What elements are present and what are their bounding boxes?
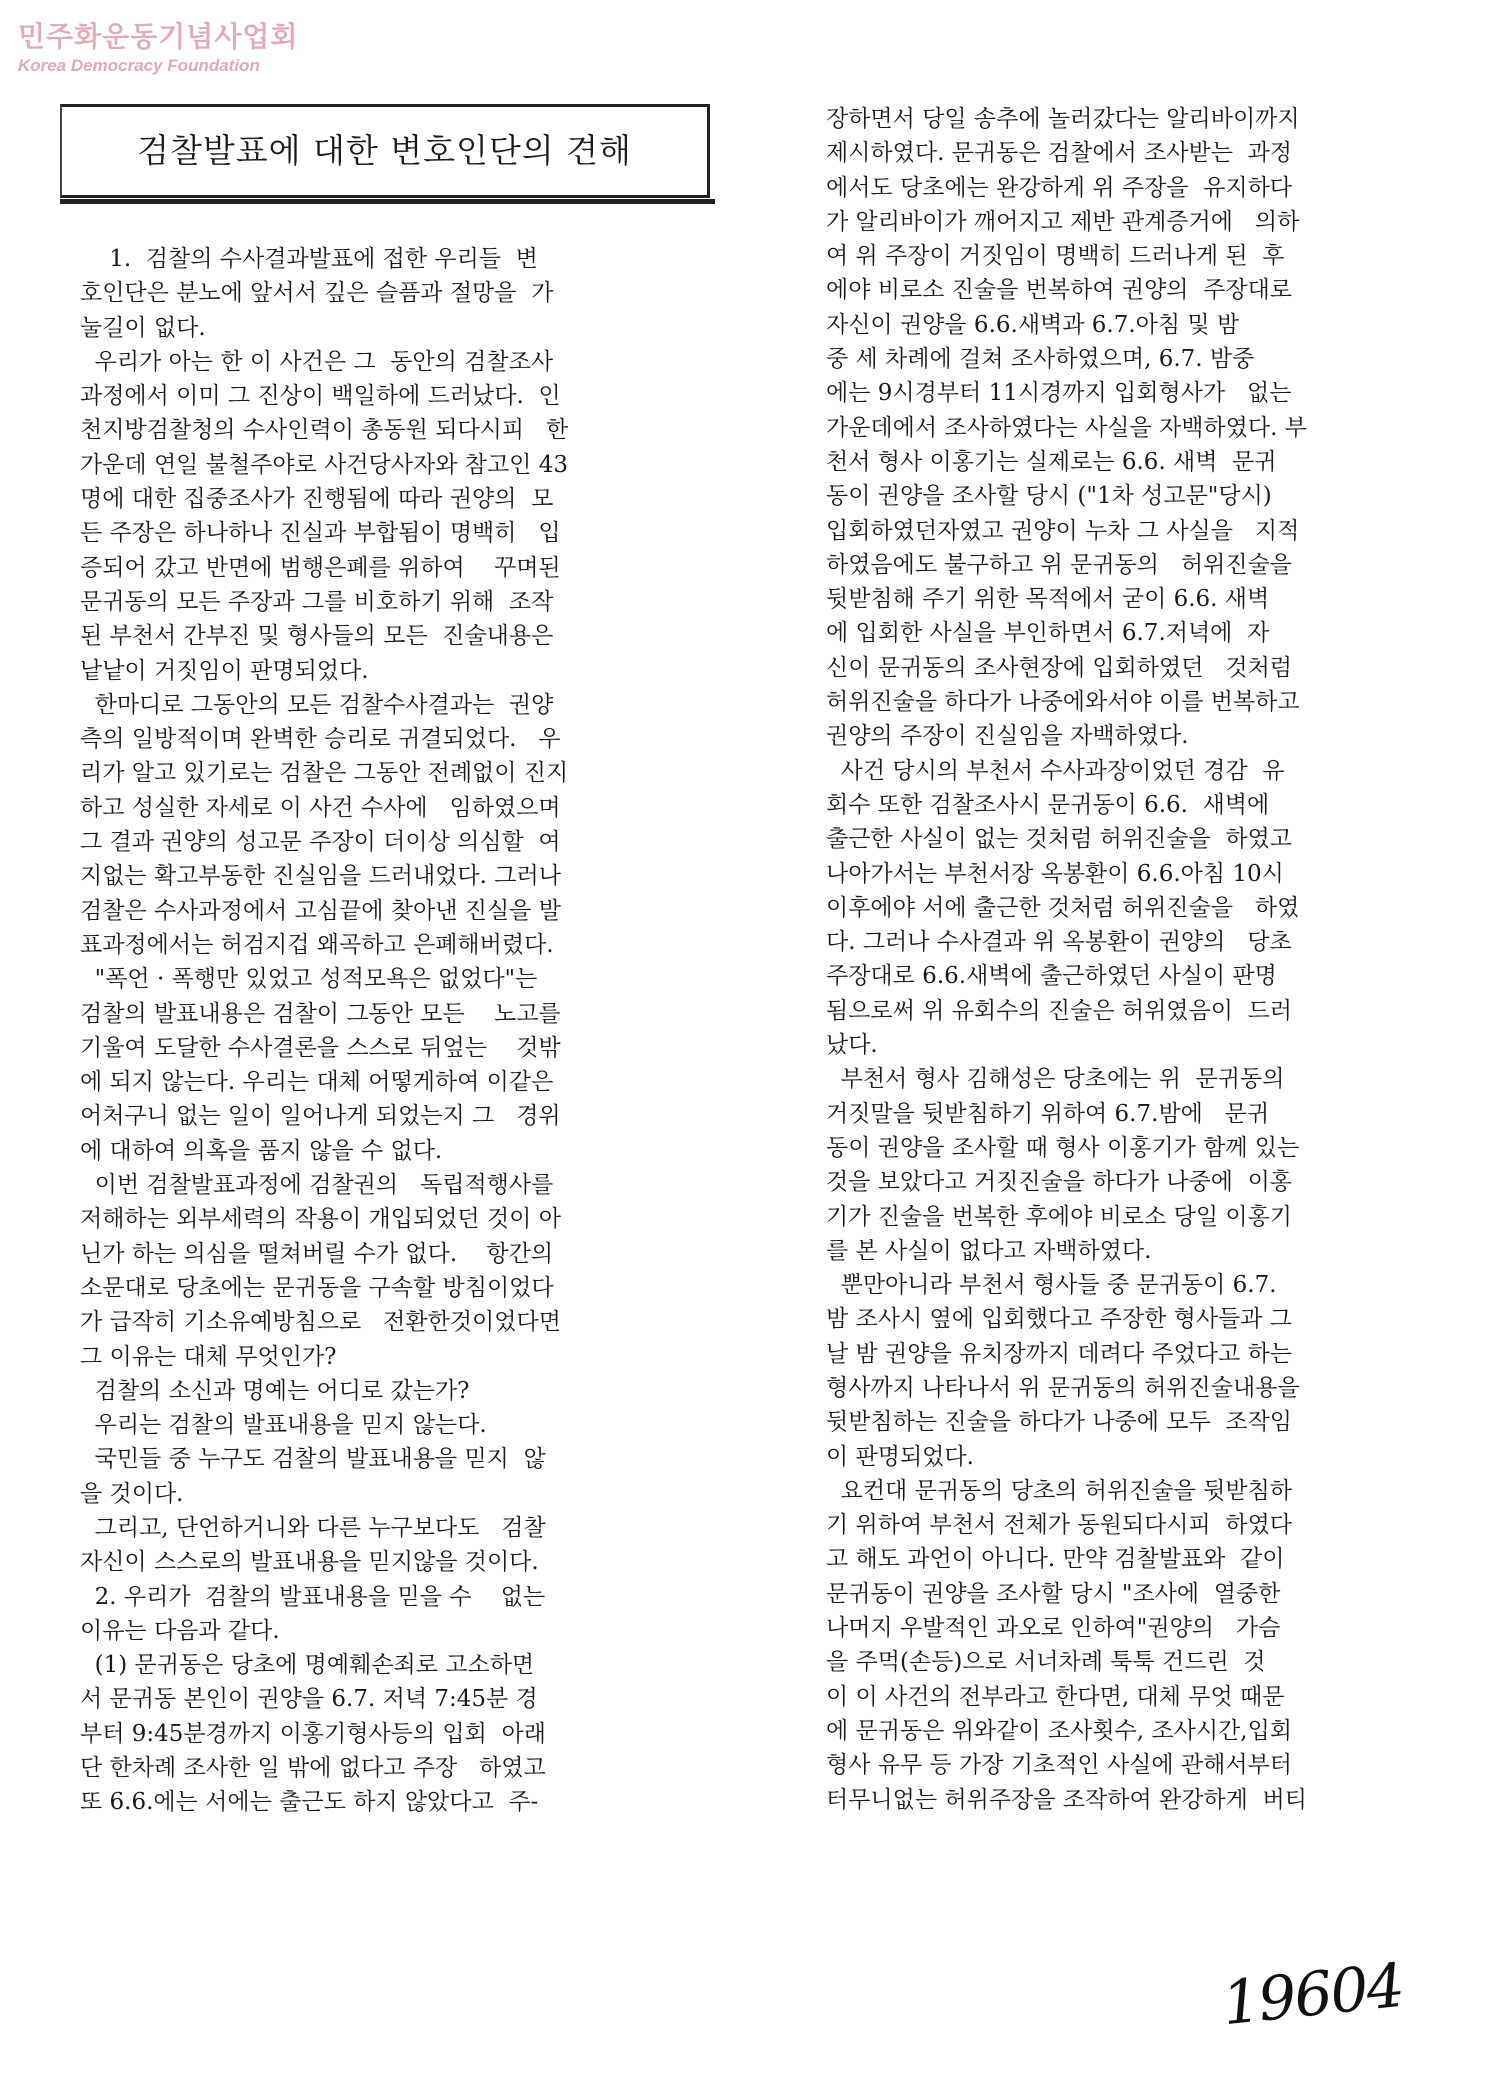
text-line: 표과정에서는 허검지겁 왜곡하고 은폐해버렸다.: [80, 931, 554, 958]
text-line: 저해하는 외부세력의 작용이 개입되었던 것이 아: [80, 1206, 561, 1233]
text-line: 문귀동이 권양을 조사할 당시 "조사에 열중한: [826, 1580, 1281, 1607]
text-line: 여 위 주장이 거짓임이 명백히 드러나게 된 후: [826, 243, 1285, 270]
text-line: 천지방검찰청의 수사인력이 총동원 되다시피 한: [80, 417, 569, 444]
text-line: 소문대로 당초에는 문귀동을 구속할 방침이었다: [80, 1274, 554, 1301]
text-line: 뒷받침해 주기 위한 목적에서 굳이 6.6. 새벽: [826, 586, 1270, 613]
text-line: 에야 비로소 진술을 번복하여 권양의 주장대로: [826, 277, 1293, 304]
text-line: 또 6.6.에는 서에는 출근도 하지 않았다고 주-: [80, 1789, 539, 1816]
text-line: 2. 우리가 검찰의 발표내용을 믿을 수 없는: [80, 1583, 546, 1610]
text-line: 명에 대한 집중조사가 진행됨에 따라 권양의 모: [80, 486, 554, 513]
text-line: 자신이 권양을 6.6.새벽과 6.7.아침 및 밤: [826, 311, 1240, 338]
text-line: 그 결과 권양의 성고문 주장이 더이상 의심할 여: [80, 829, 561, 856]
text-line: 가 급작히 기소유예방침으로 전환한것이었다면: [80, 1309, 561, 1336]
text-line: 회수 또한 검찰조사시 문귀동이 6.6. 새벽에: [826, 791, 1270, 818]
text-line: 제시하였다. 문귀동은 검찰에서 조사받는 과정: [826, 140, 1293, 167]
text-line: 출근한 사실이 없는 것처럼 허위진술을 하였고: [826, 826, 1293, 853]
text-line: 기 위하여 부천서 전체가 동원되다시피 하였다: [826, 1512, 1293, 1539]
text-line: 이유는 다음과 같다.: [80, 1617, 280, 1644]
text-line: 문귀동의 모든 주장과 그를 비호하기 위해 조작: [80, 588, 554, 615]
text-line: 을 주먹(손등)으로 서너차례 툭툭 건드린 것: [826, 1649, 1266, 1676]
text-line: 가운데 연일 불철주야로 사건당사자와 참고인 43: [80, 451, 568, 478]
text-line: 이후에야 서에 출근한 것처럼 허위진술을 하였: [826, 894, 1300, 921]
text-line: 이 판명되었다.: [826, 1443, 974, 1470]
text-line: 어처구니 없는 일이 일어나게 되었는지 그 경위: [80, 1103, 561, 1130]
text-line: 이 이 사건의 전부라고 한다면, 대체 무엇 때문: [826, 1683, 1285, 1710]
watermark-korean: 민주화운동기념사업회: [18, 20, 299, 53]
text-line: 부천서 형사 김해성은 당초에는 위 문귀동의: [826, 1066, 1285, 1093]
text-line: 부터 9:45분경까지 이홍기형사등의 입회 아래: [80, 1720, 546, 1747]
text-line: 지없는 확고부동한 진실임을 드러내었다. 그러나: [80, 863, 561, 890]
text-line: 그 이유는 대체 무엇인가?: [80, 1343, 337, 1370]
text-line: 한마디로 그동안의 모든 검찰수사결과는 권양: [80, 691, 554, 718]
text-line: 을 것이다.: [80, 1480, 184, 1507]
text-line: 낱낱이 거짓임이 판명되었다.: [80, 657, 369, 684]
text-line: 검찰의 소신과 명예는 어디로 갔는가?: [80, 1377, 470, 1404]
text-line: 나아가서는 부천서장 옥봉환이 6.6.아침 10시: [826, 860, 1284, 887]
text-line: 기울여 도달한 수사결론을 스스로 뒤엎는 것밖: [80, 1034, 561, 1061]
text-line: 눌길이 없다.: [80, 314, 206, 341]
text-line: 나머지 우발적인 과오로 인하여"권양의 가슴: [826, 1615, 1281, 1642]
text-line: 에서도 당초에는 완강하게 위 주장을 유지하다: [826, 174, 1293, 201]
text-line: 허위진술을 하다가 나중에와서야 이를 번복하고: [826, 689, 1300, 716]
text-line: 호인단은 분노에 앞서서 깊은 슬픔과 절망을 가: [80, 280, 554, 307]
text-line: 터무니없는 허위주장을 조작하여 완강하게 버티: [826, 1786, 1307, 1813]
text-line: 하고 성실한 자세로 이 사건 수사에 임하였으며: [80, 794, 561, 821]
text-line: (1) 문귀동은 당초에 명예훼손죄로 고소하면: [80, 1652, 535, 1679]
text-line: 증되어 갔고 반면에 범행은폐를 위하여 꾸며된: [80, 554, 561, 581]
text-line: 국민들 중 누구도 검찰의 발표내용을 믿지 않: [80, 1446, 546, 1473]
left-column: [80, 242, 660, 1820]
text-line: 거짓말을 뒷받침하기 위하여 6.7.밤에 문귀: [826, 1100, 1270, 1127]
text-line: 형사 유무 등 가장 기초적인 사실에 관해서부터: [826, 1752, 1293, 1779]
text-line: 사건 당시의 부천서 수사과장이었던 경감 유: [826, 757, 1285, 784]
watermark-logo: [18, 20, 298, 76]
text-line: 서 문귀동 본인이 권양을 6.7. 저녁 7:45분 경: [80, 1686, 538, 1713]
text-line: 에 입회한 사실을 부인하면서 6.7.저녁에 자: [826, 620, 1270, 647]
text-line: 1. 검찰의 수사결과발표에 접한 우리들 변: [80, 246, 538, 272]
text-line: 동이 권양을 조사할 당시 ("1차 성고문"당시): [826, 483, 1272, 510]
text-line: 것을 보았다고 거짓진술을 하다가 나중에 이홍: [826, 1169, 1293, 1196]
text-line: 측의 일방적이며 완벽한 승리로 귀결되었다. 우: [80, 726, 561, 753]
text-line: 고 해도 과언이 아니다. 만약 검찰발표와 같이: [826, 1546, 1285, 1573]
text-line: 에 대하여 의혹을 품지 않을 수 없다.: [80, 1137, 443, 1164]
text-line: 입회하였던자였고 권양이 누차 그 사실을 지적: [826, 517, 1300, 544]
text-line: 중 세 차례에 걸쳐 조사하였으며, 6.7. 밤중: [826, 346, 1255, 373]
text-line: 주장대로 6.6.새벽에 출근하였던 사실이 판명: [826, 963, 1277, 990]
text-line: 뿐만아니라 부천서 형사들 중 문귀동이 6.7.: [826, 1272, 1277, 1299]
text-line: 자신이 스스로의 발표내용을 믿지않을 것이다.: [80, 1549, 539, 1576]
text-line: 요컨대 문귀동의 당초의 허위진술을 뒷받침하: [826, 1477, 1293, 1504]
text-line: 천서 형사 이홍기는 실제로는 6.6. 새벽 문귀: [826, 448, 1277, 475]
text-line: 과정에서 이미 그 진상이 백일하에 드러났다. 인: [80, 383, 561, 410]
text-line: 났다.: [826, 1032, 878, 1059]
text-line: 하였음에도 불구하고 위 문귀동의 허위진술을: [826, 551, 1293, 578]
text-line: 뒷받침하는 진술을 하다가 나중에 모두 조작임: [826, 1409, 1293, 1436]
text-line: 리가 알고 있기로는 검찰은 그동안 전례없이 진지: [80, 760, 569, 787]
text-line: 날 밤 권양을 유치장까지 데려다 주었다고 하는: [826, 1340, 1293, 1367]
text-line: 검찰은 수사과정에서 고심끝에 찾아낸 진실을 발: [80, 897, 561, 924]
text-line: 우리가 아는 한 이 사건은 그 동안의 검찰조사: [80, 348, 554, 375]
text-line: 동이 권양을 조사할 때 형사 이홍기가 함께 있는: [826, 1134, 1300, 1161]
text-line: 에 되지 않는다. 우리는 대체 어떻게하여 이같은: [80, 1069, 554, 1096]
text-line: 밤 조사시 옆에 입회했다고 주장한 형사들과 그: [826, 1306, 1293, 1333]
text-line: 그리고, 단언하거니와 다른 누구보다도 검찰: [80, 1514, 546, 1541]
text-line: 권양의 주장이 진실임을 자백하였다.: [826, 723, 1189, 750]
text-line: 든 주장은 하나하나 진실과 부합됨이 명백히 입: [80, 520, 561, 547]
text-line: 단 한차례 조사한 일 밖에 없다고 주장 하였고: [80, 1755, 546, 1782]
handwritten-number: 19604: [1218, 1950, 1407, 2040]
text-line: 가 알리바이가 깨어지고 제반 관계증거에 의하: [826, 208, 1300, 235]
text-line: 닌가 하는 의심을 떨쳐버릴 수가 없다. 항간의: [80, 1240, 554, 1267]
text-line: 신이 문귀동의 조사현장에 입회하였던 것처럼: [826, 654, 1293, 681]
text-line: "폭언 · 폭행만 있었고 성적모욕은 없었다"는: [80, 966, 538, 993]
text-line: 를 본 사실이 없다고 자백하였다.: [826, 1237, 1152, 1264]
title-box: [60, 104, 710, 198]
text-line: 됨으로써 위 유회수의 진술은 허위였음이 드러: [826, 997, 1293, 1024]
text-line: 에 문귀동은 위와같이 조사횟수, 조사시간,입회: [826, 1717, 1293, 1744]
text-line: 이번 검찰발표과정에 검찰권의 독립적행사를: [80, 1172, 554, 1199]
text-line: 기가 진술을 번복한 후에야 비로소 당일 이홍기: [826, 1203, 1293, 1230]
right-column: [826, 102, 1406, 1817]
text-line: 된 부천서 간부진 및 형사들의 모든 진술내용은: [80, 623, 554, 650]
text-line: 장하면서 당일 송추에 놀러갔다는 알리바이까지: [826, 106, 1300, 132]
text-line: 에는 9시경부터 11시경까지 입회형사가 없는: [826, 380, 1292, 407]
text-line: 우리는 검찰의 발표내용을 믿지 않는다.: [80, 1412, 487, 1439]
text-line: 가운데에서 조사하였다는 사실을 자백하였다. 부: [826, 414, 1307, 441]
watermark-english: Korea Democracy Foundation: [18, 56, 260, 75]
text-line: 검찰의 발표내용은 검찰이 그동안 모든 노고를: [80, 1000, 561, 1027]
text-line: 형사까지 나타나서 위 문귀동의 허위진술내용을: [826, 1374, 1300, 1401]
text-line: 다. 그러나 수사결과 위 옥봉환이 권양의 당초: [826, 929, 1292, 956]
page-title: 검찰발표에 대한 변호인단의 견해: [137, 131, 632, 170]
